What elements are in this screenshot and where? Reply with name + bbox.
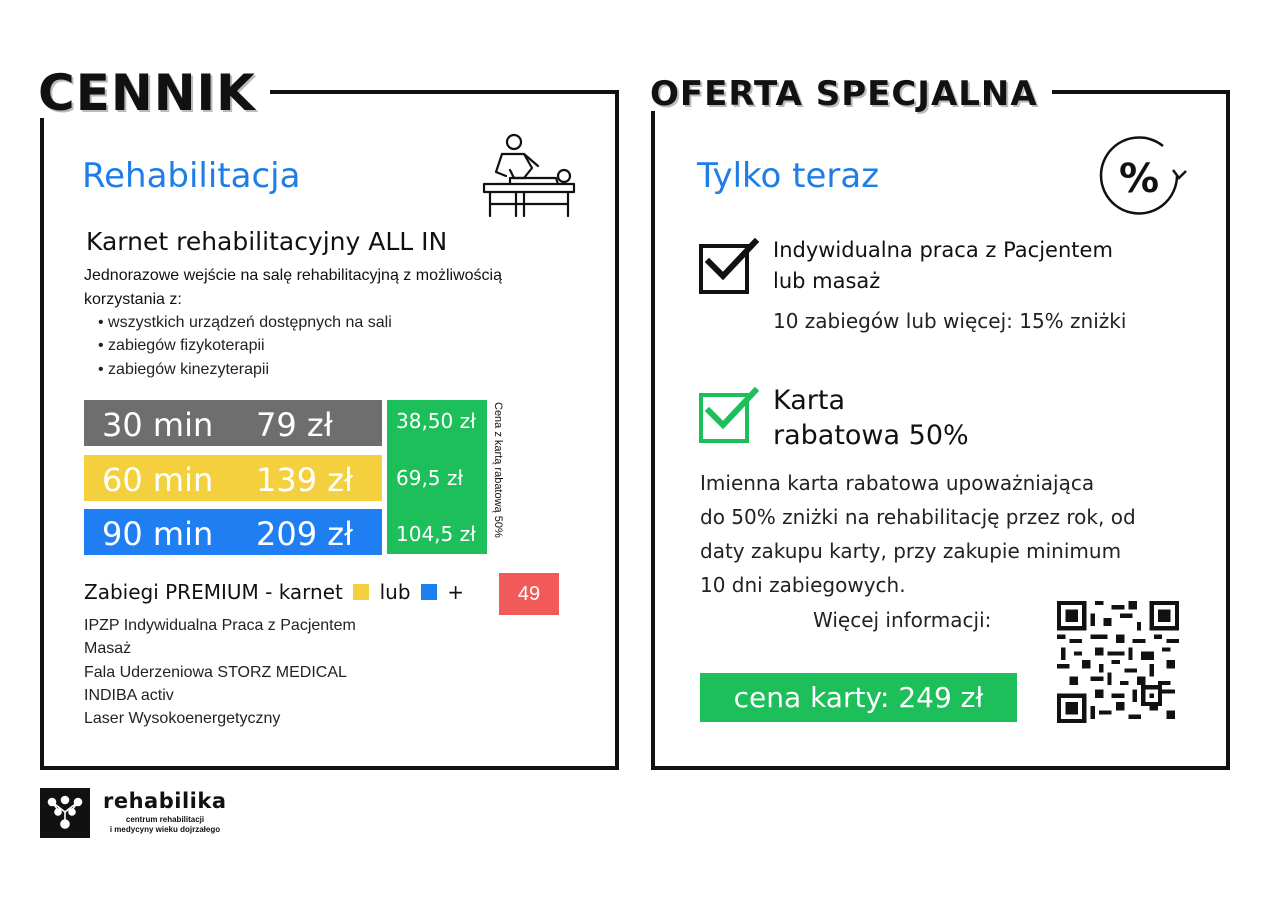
card-price-60: 69,5 zł [396,466,464,490]
bullet-text: zabiegów fizykoterapii [108,337,265,354]
price-row-30 [84,400,382,446]
offer1-detail: 10 zabiegów lub więcej: 15% zniżki [773,309,1127,333]
qr-code-icon[interactable] [1057,601,1179,723]
percent-cycle-icon [1097,136,1191,220]
premium-item: Fala Uderzeniowa STORZ MEDICAL [84,664,347,681]
card-price-90: 104,5 zł [396,522,476,546]
section-title-now: Tylko teraz [697,156,880,196]
offer2-title-cont: rabatowa 50% [773,420,969,451]
pass-description: Jednorazowe wejście na salę rehabilitacyjną z możliwością [84,267,502,284]
pass-description-cont: korzystania z: [84,291,182,308]
premium-plus: + [447,580,465,604]
check-mark-icon [703,236,759,286]
premium-label: Zabiegi PREMIUM - karnet [84,580,343,604]
duration-label: 90 min [102,515,214,553]
premium-item: Laser Wysokoenergetyczny [84,710,281,727]
premium-line [84,580,464,604]
blue-square-icon [421,584,437,600]
bullet-text: zabiegów kinezyterapii [108,361,270,378]
check-mark-icon [703,385,759,435]
card-price-badge: cena karty: 249 zł [700,673,1017,722]
pass-title: Karnet rehabilitacyjny ALL IN [86,227,448,256]
price-label: 79 zł [256,406,333,444]
pricing-title: CENNIK [38,68,270,118]
offer1-title: Indywidualna praca z Pacjentem [773,238,1113,262]
list-item: • wszystkich urządzeń dostępnych na sali [98,314,392,331]
price-label: 139 zł [256,461,354,499]
offer2-description: daty zakupu karty, przy zakupie minimum [700,539,1122,563]
logo-tagline: centrum rehabilitacji [125,815,205,824]
yellow-square-icon [353,584,369,600]
molecule-logo-icon [40,788,90,838]
premium-item: IPZP Indywidualna Praca z Pacjentem [84,617,356,634]
special-offer-title: OFERTA SPECJALNA [650,77,1052,111]
offer2-description: 10 dni zabiegowych. [700,573,906,597]
card-price-30: 38,50 zł [396,409,476,433]
price-label: 209 zł [256,515,354,553]
price-row-90 [84,509,382,555]
offer2-description: Imienna karta rabatowa upoważniająca [700,471,1095,495]
list-item: • zabiegów fizykoterapii [98,337,265,354]
offer2-title: Karta [773,385,846,416]
duration-label: 30 min [102,406,214,444]
premium-badge: 49 [499,573,559,615]
premium-or: lub [379,580,411,604]
logo-tagline-cont: i medycyny wieku dojrzałego [109,825,221,834]
section-title-rehabilitation: Rehabilitacja [82,156,301,196]
bullet-text: wszystkich urządzeń dostępnych na sali [108,314,392,331]
logo-mark [40,788,90,838]
offer1-title-cont: lub masaż [773,269,881,293]
list-item: • zabiegów kinezyterapii [98,361,270,378]
card-price-caption: Cena z kartą rabatową 50% [492,402,504,538]
duration-label: 60 min [102,461,214,499]
logo-name: rehabilika [103,789,227,813]
premium-item: Masaż [84,640,132,657]
premium-item: INDIBA activ [84,687,174,704]
massage-therapy-icon [480,132,580,220]
svg-text:%: % [1118,156,1160,202]
price-row-60 [84,455,382,501]
more-info-label: Więcej informacji: [813,608,992,632]
offer2-description: do 50% zniżki na rehabilitację przez rok, od [700,505,1136,529]
